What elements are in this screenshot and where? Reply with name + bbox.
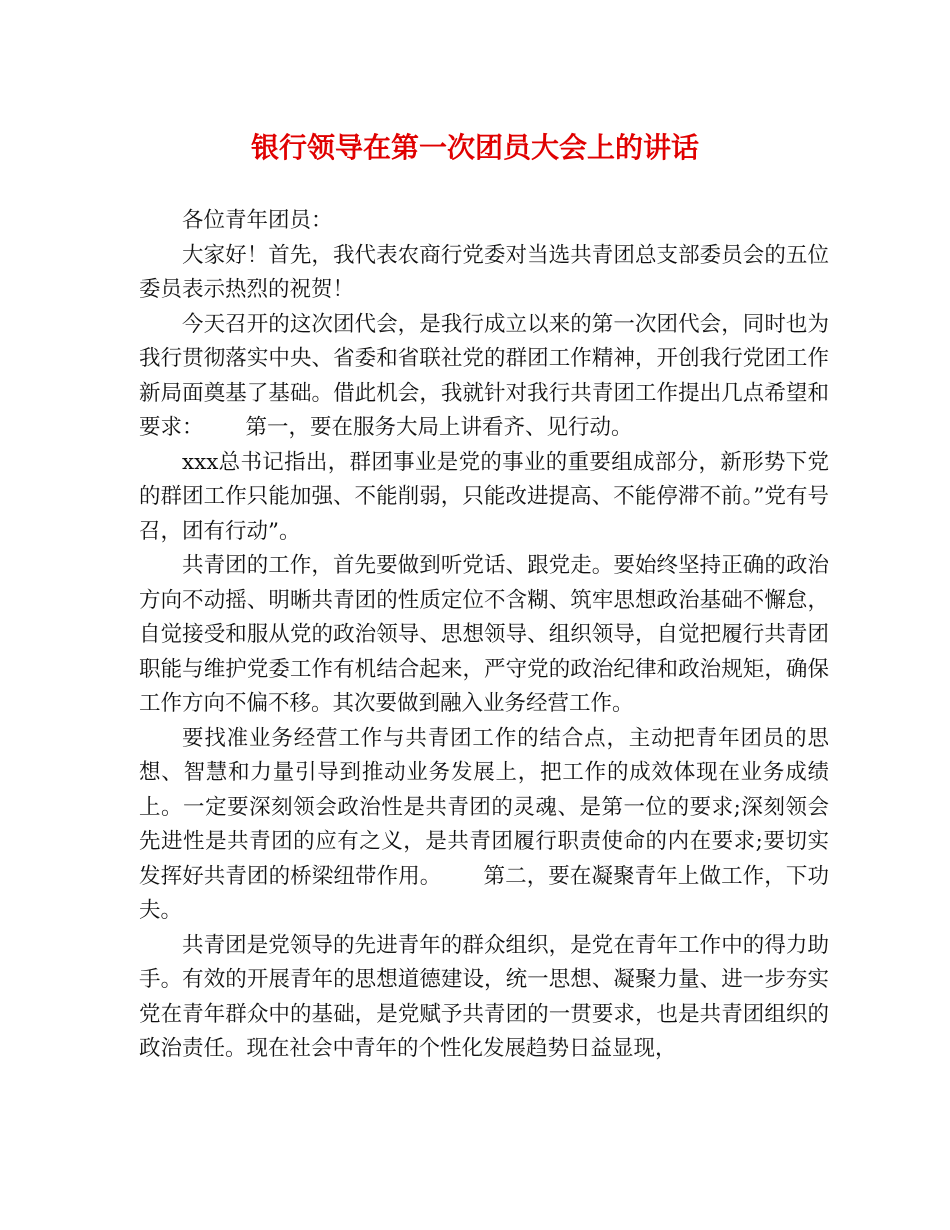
document-body	[139, 204, 829, 1067]
salutation: 各位青年团员：	[182, 208, 333, 233]
heading-two: 第二，要在凝聚青年上做工作，下功夫。	[139, 863, 829, 923]
paragraph-greeting: 大家好！首先，我代表农商行党委对当选共青团总支部委员会的五位委员表示热烈的祝贺！	[139, 242, 829, 302]
paragraph-party-lead: 共青团的工作，首先要做到听党话、跟党走。要始终坚持正确的政治方向不动摇、明晰共青团的性质定位不含糊、筑牢思想政治基础不懈怠，自觉接受和服从党的政治领导、思想领导、组织领导，自觉把履行共青团职能与维护党委工作有机结合起来，严守党的政治纪律和政治规矩，确保工作方向不偏不移。其次要做到融入业务经营工作。	[139, 553, 829, 716]
paragraph-business-text: 要找准业务经营工作与共青团工作的结合点，主动把青年团员的思想、智慧和力量引导到推动业务发展上，把工作的成效体现在业务成绩上。一定要深刻领会政治性是共青团的灵魂、是第一位的要求;深刻领会先进性是共青团的应有之义，是共青团履行职责使命的内在要求;要切实发挥好共青团的桥梁纽带作用。	[139, 725, 829, 889]
paragraph-intro-text: 今天召开的这次团代会，是我行成立以来的第一次团代会，同时也为我行贯彻落实中央、省委和省联社党的群团工作精神，开创我行党团工作新局面奠基了基础。借此机会，我就针对我行共青团工作提出几点希望和要求：	[139, 311, 829, 440]
paragraph-quote: xxx总书记指出，群团事业是党的事业的重要组成部分，新形势下党的群团工作只能加强、不能削弱，只能改进提高、不能停滞不前。”党有号召，团有行动”。	[139, 449, 829, 544]
heading-one: 第一，要在服务大局上讲看齐、见行动。	[245, 415, 633, 440]
paragraph-business	[139, 722, 829, 929]
paragraph-youth: 共青团是党领导的先进青年的群众组织，是党在青年工作中的得力助手。有效的开展青年的思想道德建设，统一思想、凝聚力量、进一步夯实党在青年群众中的基础，是党赋予共青团的一贯要求，也是共青团组织的政治责任。现在社会中青年的个性化发展趋势日益显现，	[139, 932, 829, 1061]
document-title: 银行领导在第一次团员大会上的讲话	[250, 131, 699, 164]
paragraph-intro	[139, 308, 829, 446]
